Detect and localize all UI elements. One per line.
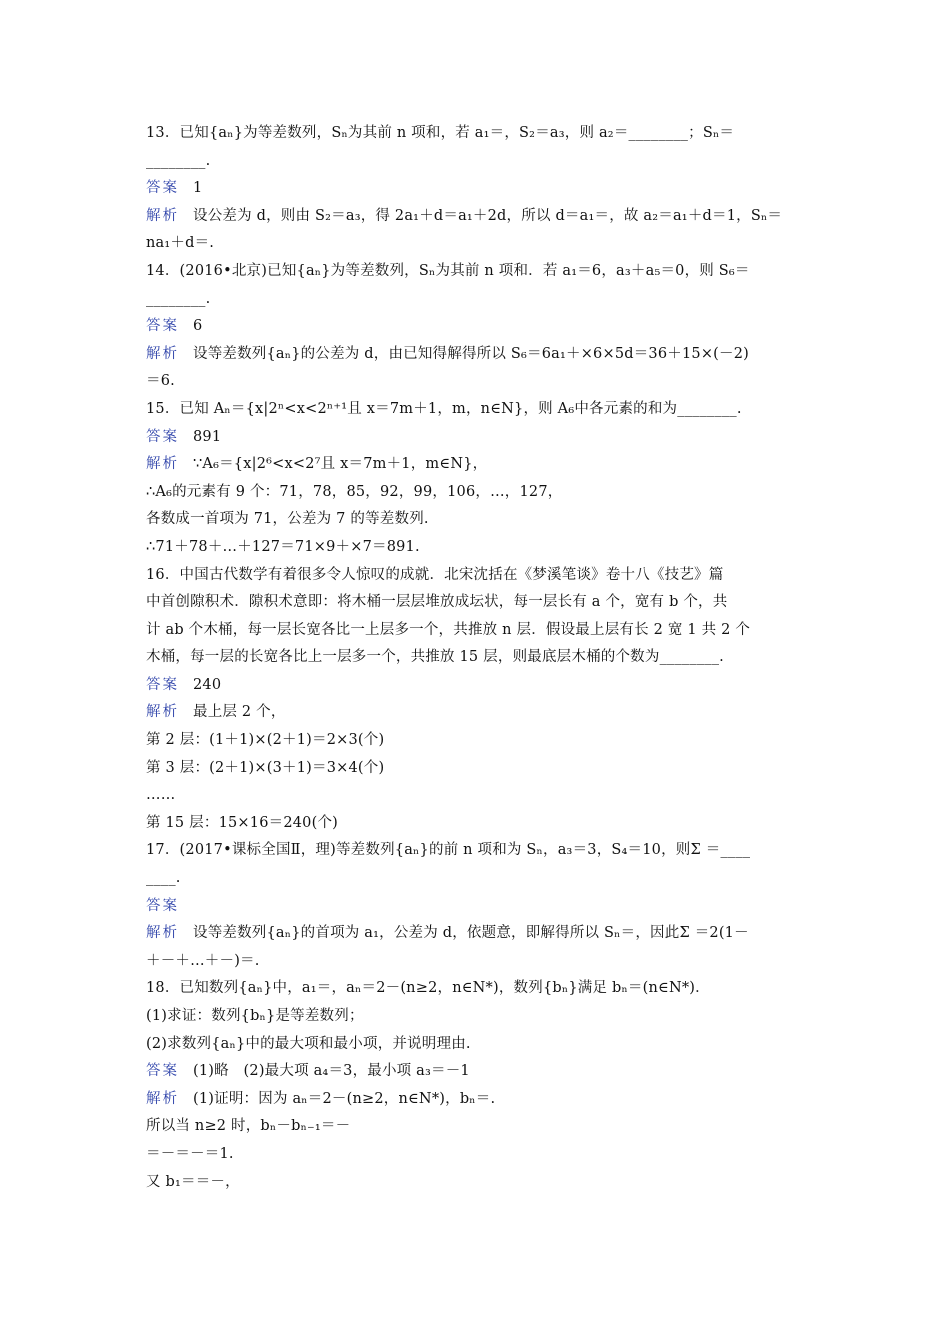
text-line: [146, 148, 808, 176]
text-line: [146, 1031, 808, 1059]
answer-label: 答案: [146, 428, 179, 445]
answer-label: 答案: [146, 318, 179, 335]
line-text: 13．已知{aₙ}为等差数列，Sₙ为其前 n 项和，若 a₁＝，S₂＝a₃，则 a₂＝________；Sₙ＝: [146, 125, 735, 141]
line-text: 设等差数列{aₙ}的首项为 a₁，公差为 d，依题意，即解得所以 Sₙ＝，因此Σ ＝2(1－: [193, 925, 749, 942]
text-line: [146, 258, 808, 286]
text-line: [146, 1113, 808, 1141]
answer-label: 答案: [146, 1063, 179, 1080]
text-line: [146, 1141, 808, 1169]
line-text: ∴A₆的元素有 9 个：71，78，85，92，99，106，…，127，: [146, 483, 563, 500]
line-text: 第 2 层：(1＋1)×(2＋1)＝2×3(个): [146, 732, 385, 749]
analysis-line: [146, 203, 808, 231]
line-text: 设公差为 d，则由 S₂＝a₃，得 2a₁＋d＝a₁＋2d，所以 d＝a₁＝，故 a₂＝a₁＋d＝1，Sₙ＝: [193, 207, 783, 224]
line-text: 又 b₁＝＝－，: [146, 1173, 240, 1190]
line-text: 6: [193, 318, 203, 335]
document-page: [146, 120, 808, 1196]
analysis-line: [146, 1086, 808, 1114]
text-line: [146, 120, 808, 148]
line-text: (1)求证：数列{bₙ}是等差数列；: [146, 1008, 364, 1024]
answer-line: [146, 313, 808, 341]
line-text: ＝－＝－＝1.: [146, 1145, 234, 1162]
line-text: 891: [193, 428, 222, 445]
line-text: 18．已知数列{aₙ}中，a₁＝，aₙ＝2－(n≥2，n∈N*)，数列{bₙ}满足 bₙ＝(n∈N*)．: [146, 980, 710, 997]
text-line: [146, 865, 808, 893]
text-line: [146, 230, 808, 258]
text-line: [146, 837, 808, 865]
line-text: na₁＋d＝.: [146, 235, 215, 252]
line-text: 17．(2017•课标全国Ⅱ，理)等差数列{aₙ}的前 n 项和为 Sₙ，a₃＝3，S₄＝10，则Σ ＝____: [146, 842, 751, 859]
line-text: 各数成一首项为 71，公差为 7 的等差数列.: [146, 511, 429, 528]
line-text: 1: [193, 180, 203, 197]
line-text: 第 15 层：15×16＝240(个): [146, 814, 339, 831]
answer-line: [146, 175, 808, 203]
line-text: ＋－＋…＋－)＝.: [146, 952, 260, 969]
line-text: 设等差数列{aₙ}的公差为 d，由已知得解得所以 S₆＝6a₁＋×6×5d＝36＋15×(－2): [193, 345, 750, 362]
line-text: 240: [193, 676, 222, 693]
analysis-label: 解析: [146, 704, 179, 721]
line-text: (1)略 (2)最大项 a₄＝3，最小项 a₃＝－1: [193, 1063, 470, 1080]
answer-line: [146, 1058, 808, 1086]
text-line: [146, 727, 808, 755]
text-line: [146, 755, 808, 783]
text-line: [146, 286, 808, 314]
line-text: 所以当 n≥2 时，bₙ－bₙ₋₁＝－: [146, 1118, 351, 1135]
answer-label: 答案: [146, 180, 179, 197]
text-line: [146, 534, 808, 562]
text-line: [146, 617, 808, 645]
answer-label: 答案: [146, 897, 179, 914]
line-text: 16．中国古代数学有着很多令人惊叹的成就．北宋沈括在《梦溪笔谈》卷十八《技艺》篇: [146, 566, 724, 583]
line-text: 木桶，每一层的长宽各比上一层多一个，共推放 15 层，则最底层木桶的个数为________.: [146, 649, 724, 666]
analysis-label: 解析: [146, 456, 179, 473]
line-text: 第 3 层：(2＋1)×(3＋1)＝3×4(个): [146, 759, 385, 776]
analysis-label: 解析: [146, 925, 179, 942]
text-line: [146, 975, 808, 1003]
line-text: 计 ab 个木桶，每一层长宽各比一上层多一个，共推放 n 层．假设最上层有长 2 宽 1 共 2 个: [146, 621, 751, 638]
answer-label: 答案: [146, 676, 179, 693]
text-line: [146, 506, 808, 534]
text-line: [146, 589, 808, 617]
line-text: 最上层 2 个，: [193, 704, 286, 721]
analysis-line: [146, 920, 808, 948]
text-line: [146, 396, 808, 424]
line-text: (1)证明：因为 aₙ＝2－(n≥2，n∈N*)，bₙ＝.: [193, 1090, 496, 1107]
analysis-line: [146, 451, 808, 479]
analysis-label: 解析: [146, 1090, 179, 1107]
text-line: [146, 1169, 808, 1197]
text-line: [146, 368, 808, 396]
text-line: [146, 782, 808, 810]
text-line: [146, 562, 808, 590]
text-line: [146, 644, 808, 672]
text-line: [146, 1003, 808, 1031]
line-text: ∵A₆＝{x|2⁶<x<2⁷且 x＝7m＋1，m∈N}，: [193, 456, 488, 473]
line-text: 中首创隙积术．隙积术意即：将木桶一层层堆放成坛状，每一层长有 a 个，宽有 b 个，共: [146, 594, 728, 611]
text-line: [146, 479, 808, 507]
text-line: [146, 948, 808, 976]
line-text: ……: [146, 787, 176, 804]
line-text: ________.: [146, 290, 211, 307]
line-text: 14．(2016•北京)已知{aₙ}为等差数列，Sₙ为其前 n 项和．若 a₁＝6，a₃＋a₅＝0，则 S₆＝: [146, 262, 750, 279]
line-text: ＝6.: [146, 373, 175, 390]
line-text: ____.: [146, 870, 181, 887]
analysis-label: 解析: [146, 345, 179, 362]
line-text: ∴71＋78＋…＋127＝71×9＋×7＝891.: [146, 538, 420, 555]
answer-line: [146, 424, 808, 452]
text-line: [146, 810, 808, 838]
analysis-line: [146, 699, 808, 727]
line-text: ________.: [146, 152, 211, 169]
answer-line: [146, 893, 808, 921]
analysis-line: [146, 341, 808, 369]
line-text: 15．已知 Aₙ＝{x|2ⁿ<x<2ⁿ⁺¹且 x＝7m＋1，m，n∈N}，则 A₆中各元素的和为________.: [146, 400, 742, 417]
line-text: (2)求数列{aₙ}中的最大项和最小项，并说明理由.: [146, 1035, 471, 1052]
answer-line: [146, 672, 808, 700]
analysis-label: 解析: [146, 207, 179, 224]
